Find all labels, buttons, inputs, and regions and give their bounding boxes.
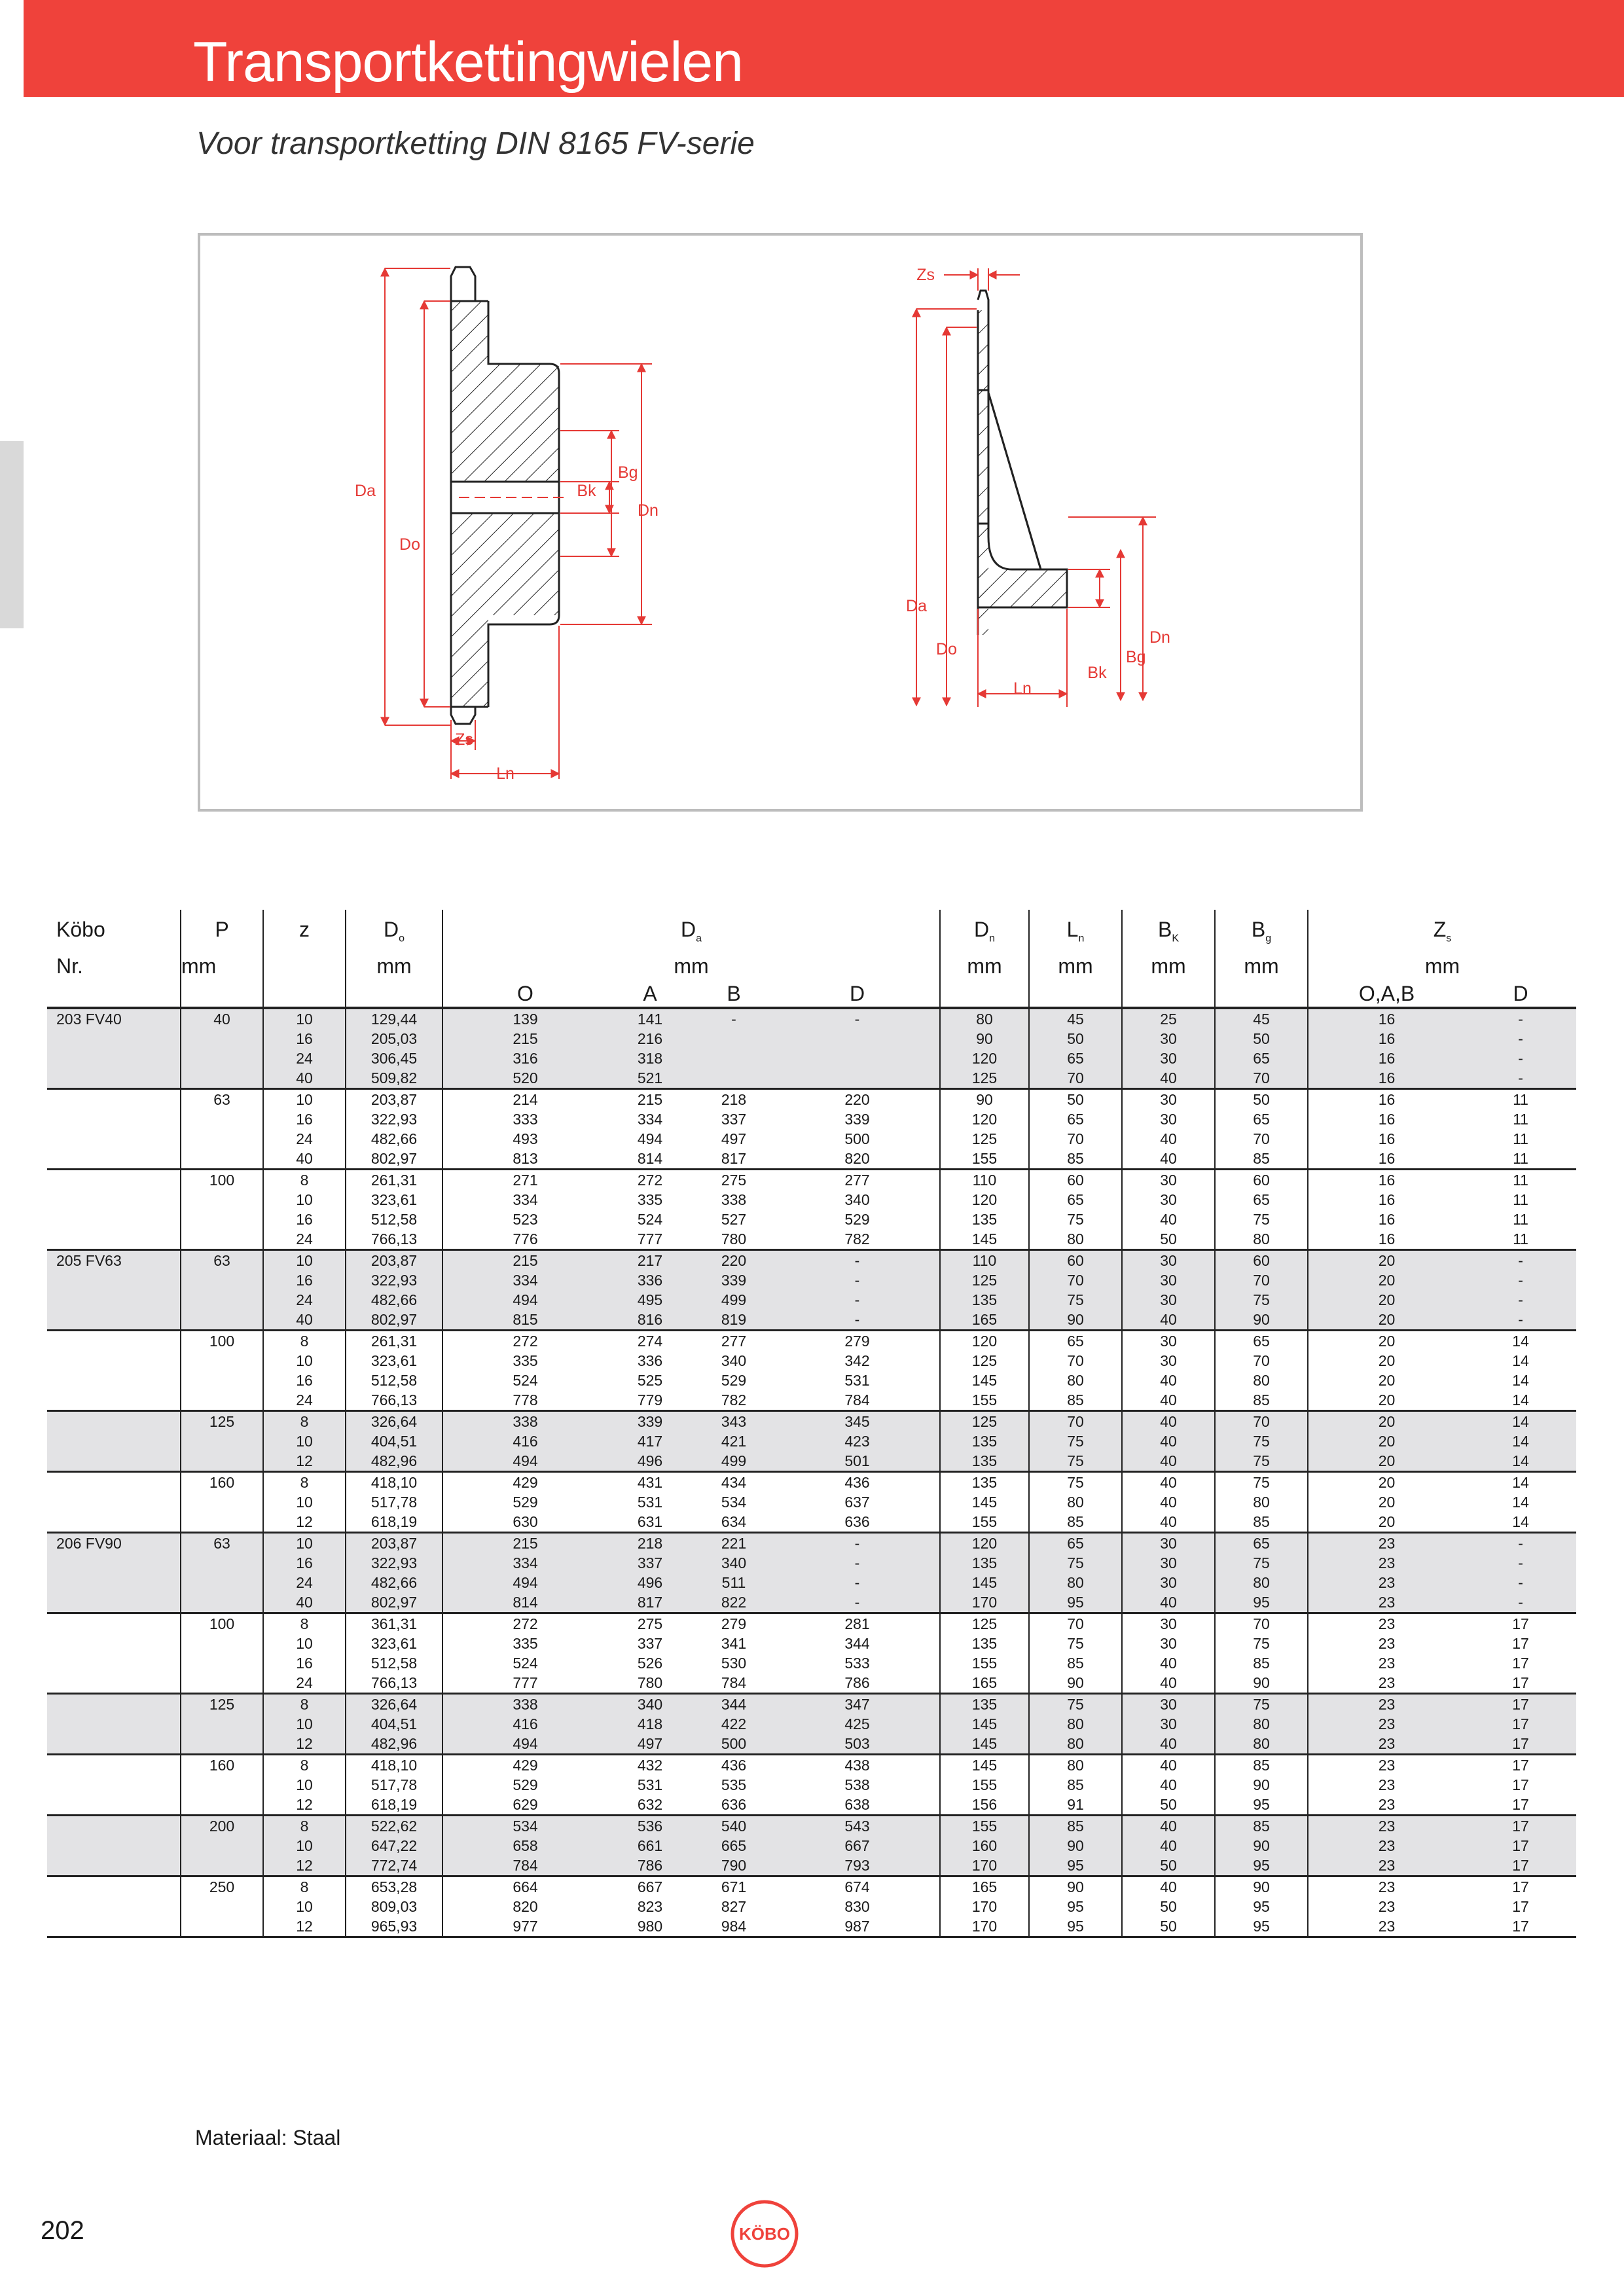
cell-dn: 165 170 170 xyxy=(940,1876,1029,1937)
sprocket-drawings xyxy=(200,236,1360,809)
unit-bg: mm xyxy=(1215,954,1308,982)
label-bk-right: Bk xyxy=(1087,664,1107,682)
cell-z: 10 16 24 40 xyxy=(263,1089,346,1170)
cell-zs-oab: 20 20 20 20 xyxy=(1308,1331,1465,1411)
cell-bg: 85 90 95 xyxy=(1215,1816,1308,1876)
cell-nr xyxy=(47,1755,181,1816)
cell-p: 100 xyxy=(181,1613,263,1694)
label-dn-left: Dn xyxy=(638,501,659,520)
cell-zs-d: 17 17 17 17 xyxy=(1465,1613,1576,1694)
cell-da-a: 141 216 318 521 xyxy=(607,1008,693,1089)
cell-do: 326,64 404,51 482,96 xyxy=(346,1411,442,1472)
cell-bg: 70 75 75 xyxy=(1215,1411,1308,1472)
label-bk-left: Bk xyxy=(577,482,596,500)
cell-zs-oab: 23 23 23 23 xyxy=(1308,1613,1465,1694)
table-row xyxy=(47,1411,1576,1472)
sub-header-da-o: O xyxy=(442,982,607,1008)
sub-header-empty-7 xyxy=(1122,982,1215,1008)
cell-zs-d: - - - - xyxy=(1465,1008,1576,1089)
table-row xyxy=(47,1694,1576,1755)
cell-zs-oab: 23 23 23 xyxy=(1308,1755,1465,1816)
table-row xyxy=(47,1472,1576,1533)
cell-bk: 30 30 40 50 xyxy=(1122,1170,1215,1250)
sub-header-empty-5 xyxy=(940,982,1029,1008)
cell-da-b: 277 340 529 782 xyxy=(693,1331,775,1411)
cell-da-d: - - - - xyxy=(775,1533,940,1613)
col-header-ln: $L_n$ xyxy=(1029,910,1122,954)
cell-da-b: 344 422 500 xyxy=(693,1694,775,1755)
cell-zs-d: 17 17 17 xyxy=(1465,1816,1576,1876)
cell-nr xyxy=(47,1816,181,1876)
cell-da-b: 343 421 499 xyxy=(693,1411,775,1472)
cell-dn: 90 120 125 155 xyxy=(940,1089,1029,1170)
cell-p: 160 xyxy=(181,1755,263,1816)
label-da-left: Da xyxy=(355,482,376,500)
cell-bg: 60 70 75 90 xyxy=(1215,1250,1308,1331)
cell-da-o: 272 335 524 778 xyxy=(442,1331,607,1411)
cell-z: 8 10 12 xyxy=(263,1411,346,1472)
cell-da-o: 429 529 630 xyxy=(442,1472,607,1533)
label-zs-right: Zs xyxy=(916,266,935,284)
cell-zs-oab: 23 23 23 xyxy=(1308,1816,1465,1876)
cell-ln: 60 70 75 90 xyxy=(1029,1250,1122,1331)
col-header-p: P xyxy=(181,910,263,954)
cell-zs-d: 14 14 14 xyxy=(1465,1472,1576,1533)
cell-nr: 203 FV40 xyxy=(47,1008,181,1089)
sub-header-empty-3 xyxy=(263,982,346,1008)
unit-z xyxy=(263,954,346,982)
cell-z: 8 10 16 24 xyxy=(263,1170,346,1250)
table-row xyxy=(47,1613,1576,1694)
cell-bk: 40 40 40 xyxy=(1122,1411,1215,1472)
cell-z: 8 10 12 xyxy=(263,1755,346,1816)
cell-zs-oab: 23 23 23 23 xyxy=(1308,1533,1465,1613)
cell-p: 100 xyxy=(181,1170,263,1250)
cell-p: 63 xyxy=(181,1089,263,1170)
cell-bk: 30 30 30 40 xyxy=(1122,1533,1215,1613)
cell-da-o: 271 334 523 776 xyxy=(442,1170,607,1250)
cell-da-d: 543 667 793 xyxy=(775,1816,940,1876)
cell-da-b: 275 338 527 780 xyxy=(693,1170,775,1250)
col-header-bg: $B_g$ xyxy=(1215,910,1308,954)
cell-da-b: 220 339 499 819 xyxy=(693,1250,775,1331)
material-note: Materiaal: Staal xyxy=(195,2126,341,2149)
cell-zs-d: - - - - xyxy=(1465,1250,1576,1331)
cell-dn: 120 125 145 155 xyxy=(940,1331,1029,1411)
cell-da-o: 664 820 977 xyxy=(442,1876,607,1937)
col-header-kobo: Köbo xyxy=(47,910,181,954)
label-do-left: Do xyxy=(399,535,420,554)
cell-da-o: 429 529 629 xyxy=(442,1755,607,1816)
cell-da-d: 281 344 533 786 xyxy=(775,1613,940,1694)
cell-bk: 40 40 50 xyxy=(1122,1755,1215,1816)
kobo-logo xyxy=(730,2199,799,2269)
sub-header-empty-2 xyxy=(181,982,263,1008)
cell-da-b: 436 535 636 xyxy=(693,1755,775,1816)
cell-p: 125 xyxy=(181,1411,263,1472)
cell-nr: 206 FV90 xyxy=(47,1533,181,1613)
cell-bk: 25 30 30 40 xyxy=(1122,1008,1215,1089)
side-tab xyxy=(0,441,24,628)
sub-header-zs-d: D xyxy=(1465,982,1576,1008)
col-header-zs: $Z_s$ xyxy=(1433,918,1452,944)
table-row xyxy=(47,1008,1576,1089)
cell-da-d: 674 830 987 xyxy=(775,1876,940,1937)
cell-z: 8 10 16 24 xyxy=(263,1613,346,1694)
spec-table-wrapper xyxy=(47,910,1529,1938)
cell-da-o: 534 658 784 xyxy=(442,1816,607,1876)
cell-da-a: 431 531 631 xyxy=(607,1472,693,1533)
cell-ln: 60 65 75 80 xyxy=(1029,1170,1122,1250)
cell-bk: 30 30 40 xyxy=(1122,1694,1215,1755)
table-row xyxy=(47,1876,1576,1937)
cell-zs-d: - - - - xyxy=(1465,1533,1576,1613)
sub-header-zs-oab: O,A,B xyxy=(1308,982,1465,1008)
label-da-right: Da xyxy=(906,597,927,615)
cell-zs-oab: 20 20 20 xyxy=(1308,1472,1465,1533)
cell-z: 10 16 24 40 xyxy=(263,1250,346,1331)
cell-z: 8 10 12 xyxy=(263,1694,346,1755)
cell-nr: 205 FV63 xyxy=(47,1250,181,1331)
unit-dn: mm xyxy=(940,954,1029,982)
cell-zs-d: 14 14 14 14 xyxy=(1465,1331,1576,1411)
table-row xyxy=(47,1816,1576,1876)
cell-da-a: 536 661 786 xyxy=(607,1816,693,1876)
col-header-nr: Nr. xyxy=(47,954,181,982)
col-header-dn: $D_n$ xyxy=(940,910,1029,954)
cell-da-o: 214 333 493 813 xyxy=(442,1089,607,1170)
cell-zs-d: 11 11 11 11 xyxy=(1465,1170,1576,1250)
cell-do: 326,64 404,51 482,96 xyxy=(346,1694,442,1755)
cell-ln: 80 85 91 xyxy=(1029,1755,1122,1816)
cell-ln: 50 65 70 85 xyxy=(1029,1089,1122,1170)
cell-do: 261,31 323,61 512,58 766,13 xyxy=(346,1331,442,1411)
cell-bg: 70 75 85 90 xyxy=(1215,1613,1308,1694)
sub-header-empty-8 xyxy=(1215,982,1308,1008)
cell-nr xyxy=(47,1472,181,1533)
label-do-right: Do xyxy=(936,640,957,658)
cell-da-b: 221 340 511 822 xyxy=(693,1533,775,1613)
cell-da-a: 432 531 632 xyxy=(607,1755,693,1816)
table-row xyxy=(47,1250,1576,1331)
cell-dn: 120 135 145 170 xyxy=(940,1533,1029,1613)
cell-dn: 110 125 135 165 xyxy=(940,1250,1029,1331)
cell-do: 418,10 517,78 618,19 xyxy=(346,1755,442,1816)
cell-do: 653,28 809,03 965,93 xyxy=(346,1876,442,1937)
label-bg-right: Bg xyxy=(1126,648,1146,666)
sub-header-empty-4 xyxy=(346,982,442,1008)
cell-bk: 40 40 50 xyxy=(1122,1816,1215,1876)
cell-bg: 45 50 65 70 xyxy=(1215,1008,1308,1089)
cell-bk: 30 30 40 40 xyxy=(1122,1331,1215,1411)
cell-zs-d: 17 17 17 xyxy=(1465,1755,1576,1816)
sub-header-da-b: B xyxy=(693,982,775,1008)
cell-da-a: 339 417 496 xyxy=(607,1411,693,1472)
cell-da-b: 218 337 497 817 xyxy=(693,1089,775,1170)
cell-z: 10 16 24 40 xyxy=(263,1533,346,1613)
cell-p: 40 xyxy=(181,1008,263,1089)
cell-bg: 65 70 80 85 xyxy=(1215,1331,1308,1411)
unit-bk: mm xyxy=(1122,954,1215,982)
cell-zs-oab: 16 16 16 16 xyxy=(1308,1008,1465,1089)
cell-da-o: 272 335 524 777 xyxy=(442,1613,607,1694)
cell-zs-d: 17 17 17 xyxy=(1465,1876,1576,1937)
cell-ln: 70 75 75 xyxy=(1029,1411,1122,1472)
cell-bk: 30 30 30 40 xyxy=(1122,1250,1215,1331)
cell-nr xyxy=(47,1694,181,1755)
cell-bk: 30 30 40 40 xyxy=(1122,1089,1215,1170)
cell-nr xyxy=(47,1876,181,1937)
cell-p: 125 xyxy=(181,1694,263,1755)
page-number: 202 xyxy=(41,2216,84,2245)
label-dn-right: Dn xyxy=(1149,628,1170,647)
label-zs-left: Zs xyxy=(455,730,473,749)
cell-zs-oab: 16 16 16 16 xyxy=(1308,1089,1465,1170)
col-header-bk: $B_K$ xyxy=(1122,910,1215,954)
cell-da-d: - - - - xyxy=(775,1250,940,1331)
cell-ln: 75 80 85 xyxy=(1029,1472,1122,1533)
sub-header-empty-6 xyxy=(1029,982,1122,1008)
unit-ln: mm xyxy=(1029,954,1122,982)
cell-z: 10 16 24 40 xyxy=(263,1008,346,1089)
cell-da-o: 215 334 494 814 xyxy=(442,1533,607,1613)
cell-da-a: 340 418 497 xyxy=(607,1694,693,1755)
cell-da-a: 274 336 525 779 xyxy=(607,1331,693,1411)
col-header-z: z xyxy=(263,910,346,954)
cell-ln: 65 75 80 95 xyxy=(1029,1533,1122,1613)
col-header-da: $D_a$ xyxy=(442,910,940,954)
cell-da-a: 215 334 494 814 xyxy=(607,1089,693,1170)
cell-da-a: 217 336 495 816 xyxy=(607,1250,693,1331)
cell-do: 522,62 647,22 772,74 xyxy=(346,1816,442,1876)
page-subtitle: Voor transportketting DIN 8165 FV-serie xyxy=(196,126,755,161)
cell-dn: 135 145 155 xyxy=(940,1472,1029,1533)
cell-nr xyxy=(47,1331,181,1411)
label-ln-right: Ln xyxy=(1013,679,1032,698)
cell-do: 203,87 322,93 482,66 802,97 xyxy=(346,1533,442,1613)
unit-do: mm xyxy=(346,954,442,982)
cell-da-a: 667 823 980 xyxy=(607,1876,693,1937)
cell-da-b: 279 341 530 784 xyxy=(693,1613,775,1694)
cell-bg: 75 80 85 xyxy=(1215,1472,1308,1533)
table-row xyxy=(47,1533,1576,1613)
cell-da-d: 345 423 501 xyxy=(775,1411,940,1472)
unit-p: mm xyxy=(181,954,263,982)
cell-bg: 75 80 80 xyxy=(1215,1694,1308,1755)
col-header-do: $D_o$ xyxy=(346,910,442,954)
logo-text: KÖBO xyxy=(739,2224,790,2244)
unit-zs: mm xyxy=(1424,954,1460,978)
cell-da-d: 347 425 503 xyxy=(775,1694,940,1755)
cell-z: 8 10 16 24 xyxy=(263,1331,346,1411)
table-row xyxy=(47,1755,1576,1816)
cell-bk: 40 50 50 xyxy=(1122,1876,1215,1937)
cell-da-b: 671 827 984 xyxy=(693,1876,775,1937)
cell-do: 418,10 517,78 618,19 xyxy=(346,1472,442,1533)
cell-zs-oab: 23 23 23 xyxy=(1308,1876,1465,1937)
sprocket-right-drawing xyxy=(906,266,1170,707)
cell-dn: 110 120 135 145 xyxy=(940,1170,1029,1250)
cell-da-o: 139 215 316 520 xyxy=(442,1008,607,1089)
sub-header-empty-1 xyxy=(47,982,181,1008)
sprocket-left-drawing xyxy=(355,267,659,783)
cell-bg: 65 75 80 95 xyxy=(1215,1533,1308,1613)
cell-ln: 85 90 95 xyxy=(1029,1816,1122,1876)
sub-header-da-a: A xyxy=(607,982,693,1008)
cell-zs-d: 11 11 11 11 xyxy=(1465,1089,1576,1170)
cell-dn: 80 90 120 125 xyxy=(940,1008,1029,1089)
cell-dn: 145 155 156 xyxy=(940,1755,1029,1816)
page-title: Transportkettingwielen xyxy=(193,31,744,94)
spec-table-body xyxy=(47,1008,1576,1937)
cell-da-o: 215 334 494 815 xyxy=(442,1250,607,1331)
cell-z: 8 10 12 xyxy=(263,1472,346,1533)
table-row xyxy=(47,1089,1576,1170)
cell-bg: 50 65 70 85 xyxy=(1215,1089,1308,1170)
cell-da-b: - xyxy=(693,1008,775,1089)
cell-zs-oab: 16 16 16 16 xyxy=(1308,1170,1465,1250)
cell-z: 8 10 12 xyxy=(263,1816,346,1876)
cell-da-b: 434 534 634 xyxy=(693,1472,775,1533)
cell-ln: 90 95 95 xyxy=(1029,1876,1122,1937)
table-row xyxy=(47,1331,1576,1411)
cell-da-d: 220 339 500 820 xyxy=(775,1089,940,1170)
cell-p: 160 xyxy=(181,1472,263,1533)
cell-do: 261,31 323,61 512,58 766,13 xyxy=(346,1170,442,1250)
cell-zs-d: 14 14 14 xyxy=(1465,1411,1576,1472)
cell-da-d: 279 342 531 784 xyxy=(775,1331,940,1411)
label-ln-left: Ln xyxy=(496,764,514,783)
cell-zs-d: 17 17 17 xyxy=(1465,1694,1576,1755)
cell-bg: 60 65 75 80 xyxy=(1215,1170,1308,1250)
cell-dn: 135 145 145 xyxy=(940,1694,1029,1755)
cell-p: 250 xyxy=(181,1876,263,1937)
cell-da-d: - xyxy=(775,1008,940,1089)
technical-drawing xyxy=(198,233,1363,812)
sub-header-da-d: D xyxy=(775,982,940,1008)
cell-dn: 125 135 155 165 xyxy=(940,1613,1029,1694)
cell-da-o: 338 416 494 xyxy=(442,1411,607,1472)
cell-da-b: 540 665 790 xyxy=(693,1816,775,1876)
cell-zs-oab: 23 23 23 xyxy=(1308,1694,1465,1755)
cell-bg: 90 95 95 xyxy=(1215,1876,1308,1937)
cell-dn: 125 135 135 xyxy=(940,1411,1029,1472)
cell-da-a: 275 337 526 780 xyxy=(607,1613,693,1694)
table-row xyxy=(47,1170,1576,1250)
cell-da-o: 338 416 494 xyxy=(442,1694,607,1755)
cell-da-d: 277 340 529 782 xyxy=(775,1170,940,1250)
cell-nr xyxy=(47,1613,181,1694)
cell-ln: 70 75 85 90 xyxy=(1029,1613,1122,1694)
cell-bk: 40 40 40 xyxy=(1122,1472,1215,1533)
cell-dn: 155 160 170 xyxy=(940,1816,1029,1876)
cell-p: 63 xyxy=(181,1533,263,1613)
cell-nr xyxy=(47,1089,181,1170)
cell-do: 361,31 323,61 512,58 766,13 xyxy=(346,1613,442,1694)
cell-ln: 45 50 65 70 xyxy=(1029,1008,1122,1089)
cell-p: 200 xyxy=(181,1816,263,1876)
cell-ln: 75 80 80 xyxy=(1029,1694,1122,1755)
cell-ln: 65 70 80 85 xyxy=(1029,1331,1122,1411)
cell-bg: 85 90 95 xyxy=(1215,1755,1308,1816)
cell-p: 100 xyxy=(181,1331,263,1411)
cell-da-a: 218 337 496 817 xyxy=(607,1533,693,1613)
cell-do: 129,44 205,03 306,45 509,82 xyxy=(346,1008,442,1089)
cell-nr xyxy=(47,1170,181,1250)
label-bg-left: Bg xyxy=(618,463,638,482)
cell-da-a: 272 335 524 777 xyxy=(607,1170,693,1250)
cell-nr xyxy=(47,1411,181,1472)
cell-p: 63 xyxy=(181,1250,263,1331)
cell-do: 203,87 322,93 482,66 802,97 xyxy=(346,1250,442,1331)
cell-z: 8 10 12 xyxy=(263,1876,346,1937)
cell-do: 203,87 322,93 482,66 802,97 xyxy=(346,1089,442,1170)
cell-da-d: 436 637 636 xyxy=(775,1472,940,1533)
cell-zs-oab: 20 20 20 xyxy=(1308,1411,1465,1472)
cell-zs-oab: 20 20 20 20 xyxy=(1308,1250,1465,1331)
cell-da-d: 438 538 638 xyxy=(775,1755,940,1816)
spec-table xyxy=(47,910,1576,1938)
cell-bk: 30 30 40 40 xyxy=(1122,1613,1215,1694)
unit-da: mm xyxy=(442,954,940,982)
